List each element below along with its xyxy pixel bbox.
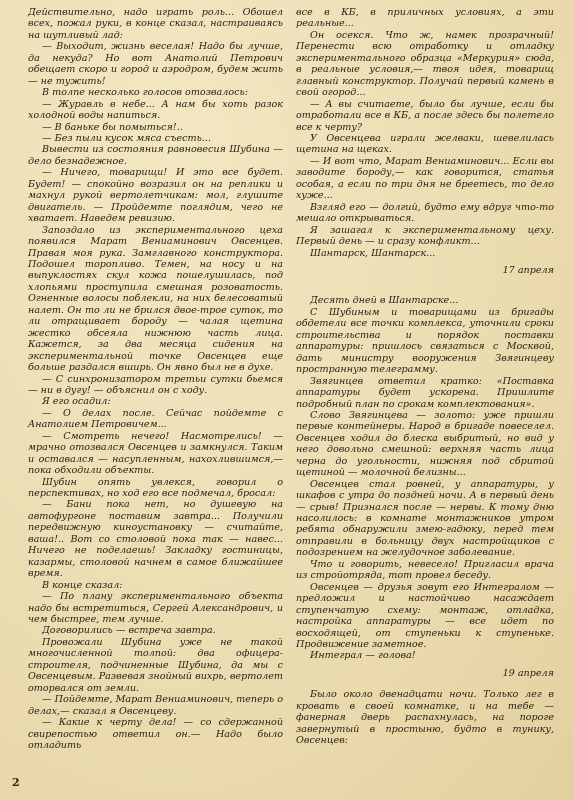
paragraph: Интеграл — голова! [310, 650, 416, 662]
paragraph: Запоздало из экспериментального цеха появился Марат Вениаминович Овсенцев. Правая моя рука. Замглавного конструктора. Подошел торопливо. Темен, на носу и на выпуклостях скул кожа пошелушилась, под хлопьями проступила смешная розоватость. Огненные волосы поблекли, на них белесоватый налет. Он то ли не брился двое-трое суток, то ли отращивает бороду — чалая щетина жестко обсеяла нижнюю часть лица. Кажется, за два месяца сидения на экспериментальной точке Овсенцев еще больше раздался вширь. Он явно был не в духе. [28, 224, 283, 374]
diary-date: 19 апреля [502, 667, 554, 679]
paragraph: — Пойдемте, Марат Вениаминович, теперь о делах,— сказал я Овсенцеву. [28, 694, 283, 717]
paragraph: Звягинцев ответил кратко: «Поставка аппаратуры будет ускорена. Пришлите подробный план по срокам комплектования». [296, 375, 554, 410]
paragraph: — О делах после. Сейчас пойдемте с Анатолием Петровичем... [28, 407, 283, 431]
paragraph: — Смотреть нечего! Насмотрелись! — мрачно отозвался Овсенцев и замкнулся. Таким и оставался — насупленным, нахохлившимся,— пока обходили объекты. [28, 430, 283, 477]
paragraph: С Шубиным и товарищами из бригады обдетели все точки комплекса, уточнили сроки строительства и порядок поставки аппаратуры: пришлось связаться с Москвой, дать министру вооружения Звягинцеву пространную телеграмму. [296, 306, 554, 376]
paragraph: — Бани пока нет, но душевую на автофургоне поставим завтра... Получили передвижную киноустановку — считайте, ваша!.. Вот со столовой пока так — навес... Ничего не поделаешь! Закладку гостиницы, казармы, столовой начнем в самое ближайшее время. [28, 499, 283, 580]
paragraph: Что и говорить, невесело! Пригласил врача из стройотряда, тот провел беседу. [296, 558, 554, 582]
paragraph: Вывести из состояния равновесия Шубина — дело безнадежное. [28, 144, 283, 167]
right-column [296, 7, 554, 747]
paragraph: Я зашагал к экспериментальному цеху. Первый день — и сразу конфликт... [296, 224, 554, 248]
paragraph: — Журавль в небе... А нам бы хоть разок холодной воды напиться. [28, 98, 283, 122]
paragraph: Овсенцев стал ровней, у аппаратуры, у шкафов с утра до поздней ночи. А в первый день — срыв! Признался после — нервы. К тому дню насолилось: в комнате монтажников утром ребята обнаружили змею-гадюку, перед тем отправили в больницу двух настройщиков с подозрением на желудочное заболевание. [296, 478, 554, 559]
paragraph: Действительно, надо играть роль... Обошел всех, пожал руки, в конце сказал, настраиваясь на шутливый лад: [28, 7, 283, 41]
paragraph: В конце сказал: [42, 579, 123, 591]
paragraph: Овсенцев — друзья зовут его Интегралом — предложил и настойчиво насаждает ступенчатую схему: монтаж, отладка, настройка аппаратуры — все идет по восходящей, от ступеньки к ступеньке. Продвижение заметное. [296, 581, 554, 651]
paragraph: В толпе несколько голосов отозвалось: [42, 87, 248, 99]
page-number: 2 [12, 776, 20, 789]
paragraph: все в КБ, в приличных условиях, а эти реальные... [296, 7, 554, 30]
paragraph: — Ничего, товарищи! И это все будет. Будет! — спокойно возразил он на реплики и махнул рукой вертолетчикам: мол, глушите двигатель. — Пройдемте поглядим, чего не хватает. Наведем ревизию. [28, 167, 283, 225]
paragraph: — Какие к черту дела! — со сдержанной свирепостью ответил он.— Надо было отладить [28, 717, 283, 751]
paragraph: Слово Звягинцева — золото: уже пришли первые контейнеры. Народ в бригаде повеселел. Овсенцев ходил до блеска выбритый, но вид у него довольно смешной: верхняя часть лица черна до угольности, нижняя под сбритой щетиной — молочной белизны... [296, 409, 554, 479]
left-column [28, 7, 283, 751]
paragraph: — С синхронизатором третьи сутки бьемся — ни в дугу! — объяснил он с ходу. [28, 373, 283, 396]
paragraph: Он осекся. Что ж, намек прозрачный! Перенести всю отработку и отладку экспериментального образца «Меркурия» сюда, в реальные условия,— твоя идея, товарищ главный конструктор. Получай первый камень в свой огород... [296, 29, 554, 99]
paragraph: — Без пыли кусок мяса съесть... [42, 132, 211, 144]
diary-date: 17 апреля [502, 264, 554, 276]
paragraph: Десять дней в Шантарске... [310, 295, 459, 307]
paragraph: У Овсенцева играли желваки, шевелилась щетина на щеках. [296, 132, 554, 156]
paragraph: Взгляд его — долгий, будто ему вдруг что-то мешало открываться. [296, 201, 554, 225]
paragraph: Было около двенадцати ночи. Только лег в кровать в своей комнатке, и на тебе — фанерная дверь распахнулась, на пороге завернутый в простыню, будто в тунику, Овсенцев: [296, 689, 554, 747]
paragraph: Провожали Шубина уже не такой многочисленной толпой: два офицера-строителя, подчиненные Шубина, да мы с Овсенцевым. Развевая знойный вихрь, вертолет оторвался от земли. [28, 636, 283, 694]
paragraph: — В баньке бы помыться!.. [42, 121, 183, 133]
paragraph: Я его осадил: [42, 396, 111, 408]
paragraph: — А вы считаете, было бы лучше, если бы отработали все в КБ, а после здесь бы полетело все к черту? [296, 98, 554, 133]
paragraph: — Выходит, жизнь веселая! Надо бы лучше, да некуда? Но вот Анатолий Петрович обещает скоро и город и аэродром, будем жить — не тужить! [28, 41, 283, 87]
paragraph: — По плану экспериментального объекта надо бы встретиться, Сергей Александрович, и чем быстрее, тем лучше. [28, 591, 283, 626]
paragraph: Договорились — встреча завтра. [42, 625, 216, 637]
paragraph: Шантарск, Шантарск... [310, 247, 436, 259]
spacer [296, 280, 554, 295]
paragraph: Шубин опять увлекся, говорил о перспективах, но ход его все подмечал, бросал: [28, 476, 283, 500]
paragraph: — И вот что, Марат Вениаминович... Если вы заводите бороду,— как говорится, статья особая, а если по три дня не бреетесь, то дело хуже... [296, 155, 554, 202]
